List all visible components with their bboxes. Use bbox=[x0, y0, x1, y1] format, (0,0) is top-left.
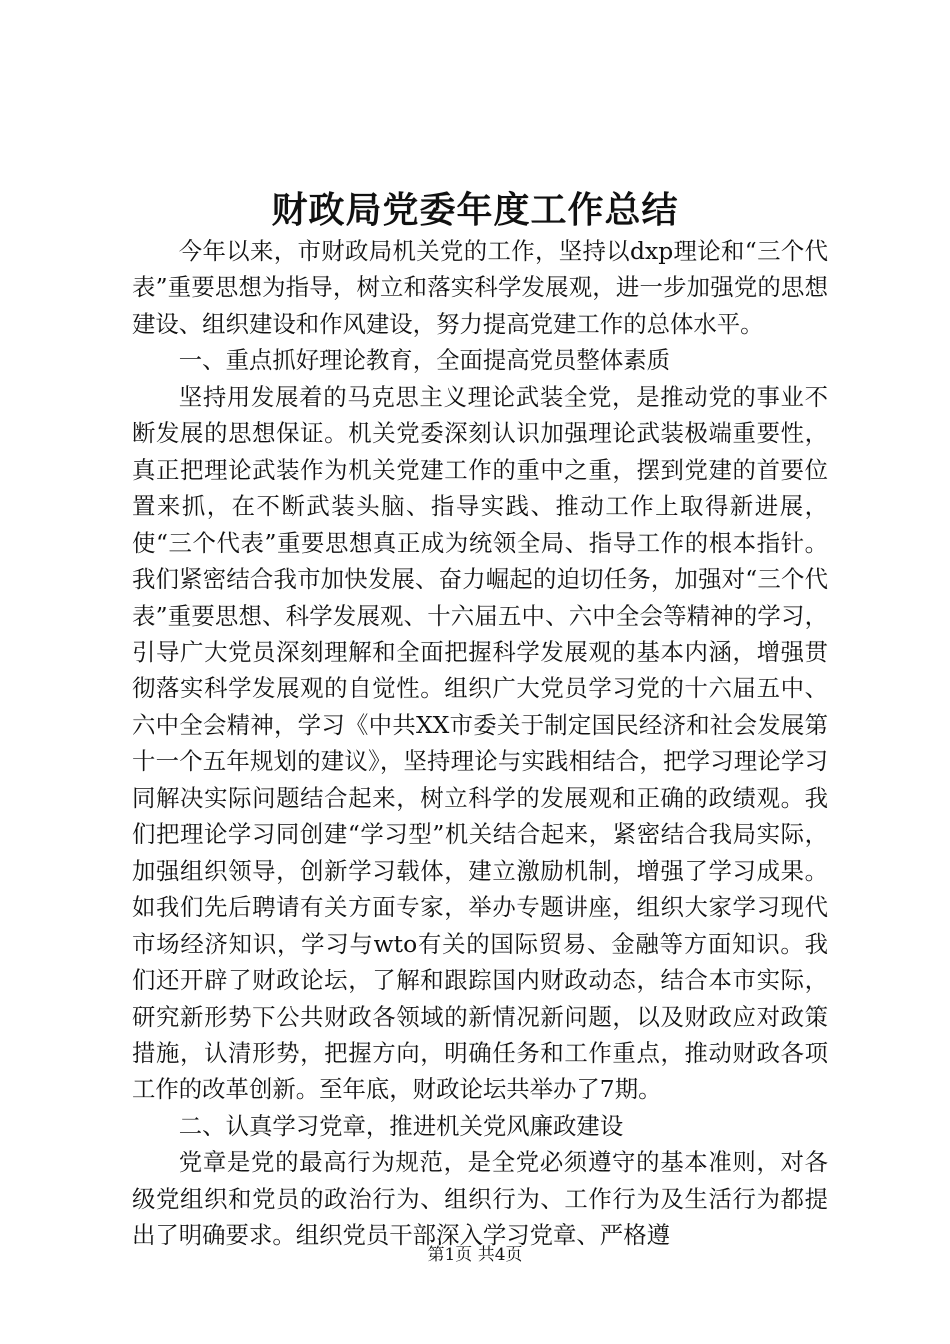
section-heading-2: 二、认真学习党章，推进机关党风廉政建设 bbox=[178, 1111, 624, 1140]
paragraph-section-2: 党章是党的最高行为规范，是全党必须遵守的基本准则，对各级党组织和党员的政治行为、组织行为、工作行为及生活行为都提出了明确要求。组织党员干部深入学习党章、严格遵 bbox=[132, 1148, 828, 1250]
document-title: 财政局党委年度工作总结 bbox=[271, 189, 679, 231]
section-heading-1: 一、重点抓好理论教育，全面提高党员整体素质 bbox=[178, 346, 670, 375]
paragraph-section-1: 坚持用发展着的马克思主义理论武装全党，是推动党的事业不断发展的思想保证。机关党委深刻认识加强理论武装极端重要性，真正把理论武装作为机关党建工作的重中之重，摆到党建的首要位置来抓，在不断武装头脑、指导实践、推动工作上取得新进展，使“三个代表”重要思想真正成为统领全局、指导工作的根本指针。我们紧密结合我市加快发展、奋力崛起的迫切任务，加强对“三个代表”重要思想、科学发展观、十六届五中、六中全会等精神的学习，引导广大党员深刻理解和全面把握科学发展观的基本内涵，增强贯彻落实科学发展观的自觉性。组织广大党员学习党的十六届五中、六中全会精神，学习《中共XX市委关于制定国民经济和社会发展第十一个五年规划的建议》，坚持理论与实践相结合，把学习理论学习同解决实际问题结合起来，树立科学的发展观和正确的政绩观。我们把理论学习同创建“学习型”机关结合起来，紧密结合我局实际，加强组织领导，创新学习载体，建立激励机制，增强了学习成果。如我们先后聘请有关方面专家，举办专题讲座，组织大家学习现代市场经济知识，学习与wto有关的国际贸易、金融等方面知识。我们还开辟了财政论坛，了解和跟踪国内财政动态，结合本市实际，研究新形势下公共财政各领域的新情况新问题，以及财政应对政策措施，认清形势，把握方向，明确任务和工作重点，推动财政各项工作的改革创新。至年底，财政论坛共举办了7期。 bbox=[132, 382, 828, 1104]
document-body bbox=[132, 233, 828, 1254]
paragraph-intro: 今年以来，市财政局机关党的工作，坚持以dxp理论和“三个代表”重要思想为指导，树立和落实科学发展观，进一步加强党的思想建设、组织建设和作风建设，努力提高党建工作的总体水平。 bbox=[132, 237, 828, 338]
page-footer: 第1页 共4页 bbox=[427, 1245, 523, 1265]
